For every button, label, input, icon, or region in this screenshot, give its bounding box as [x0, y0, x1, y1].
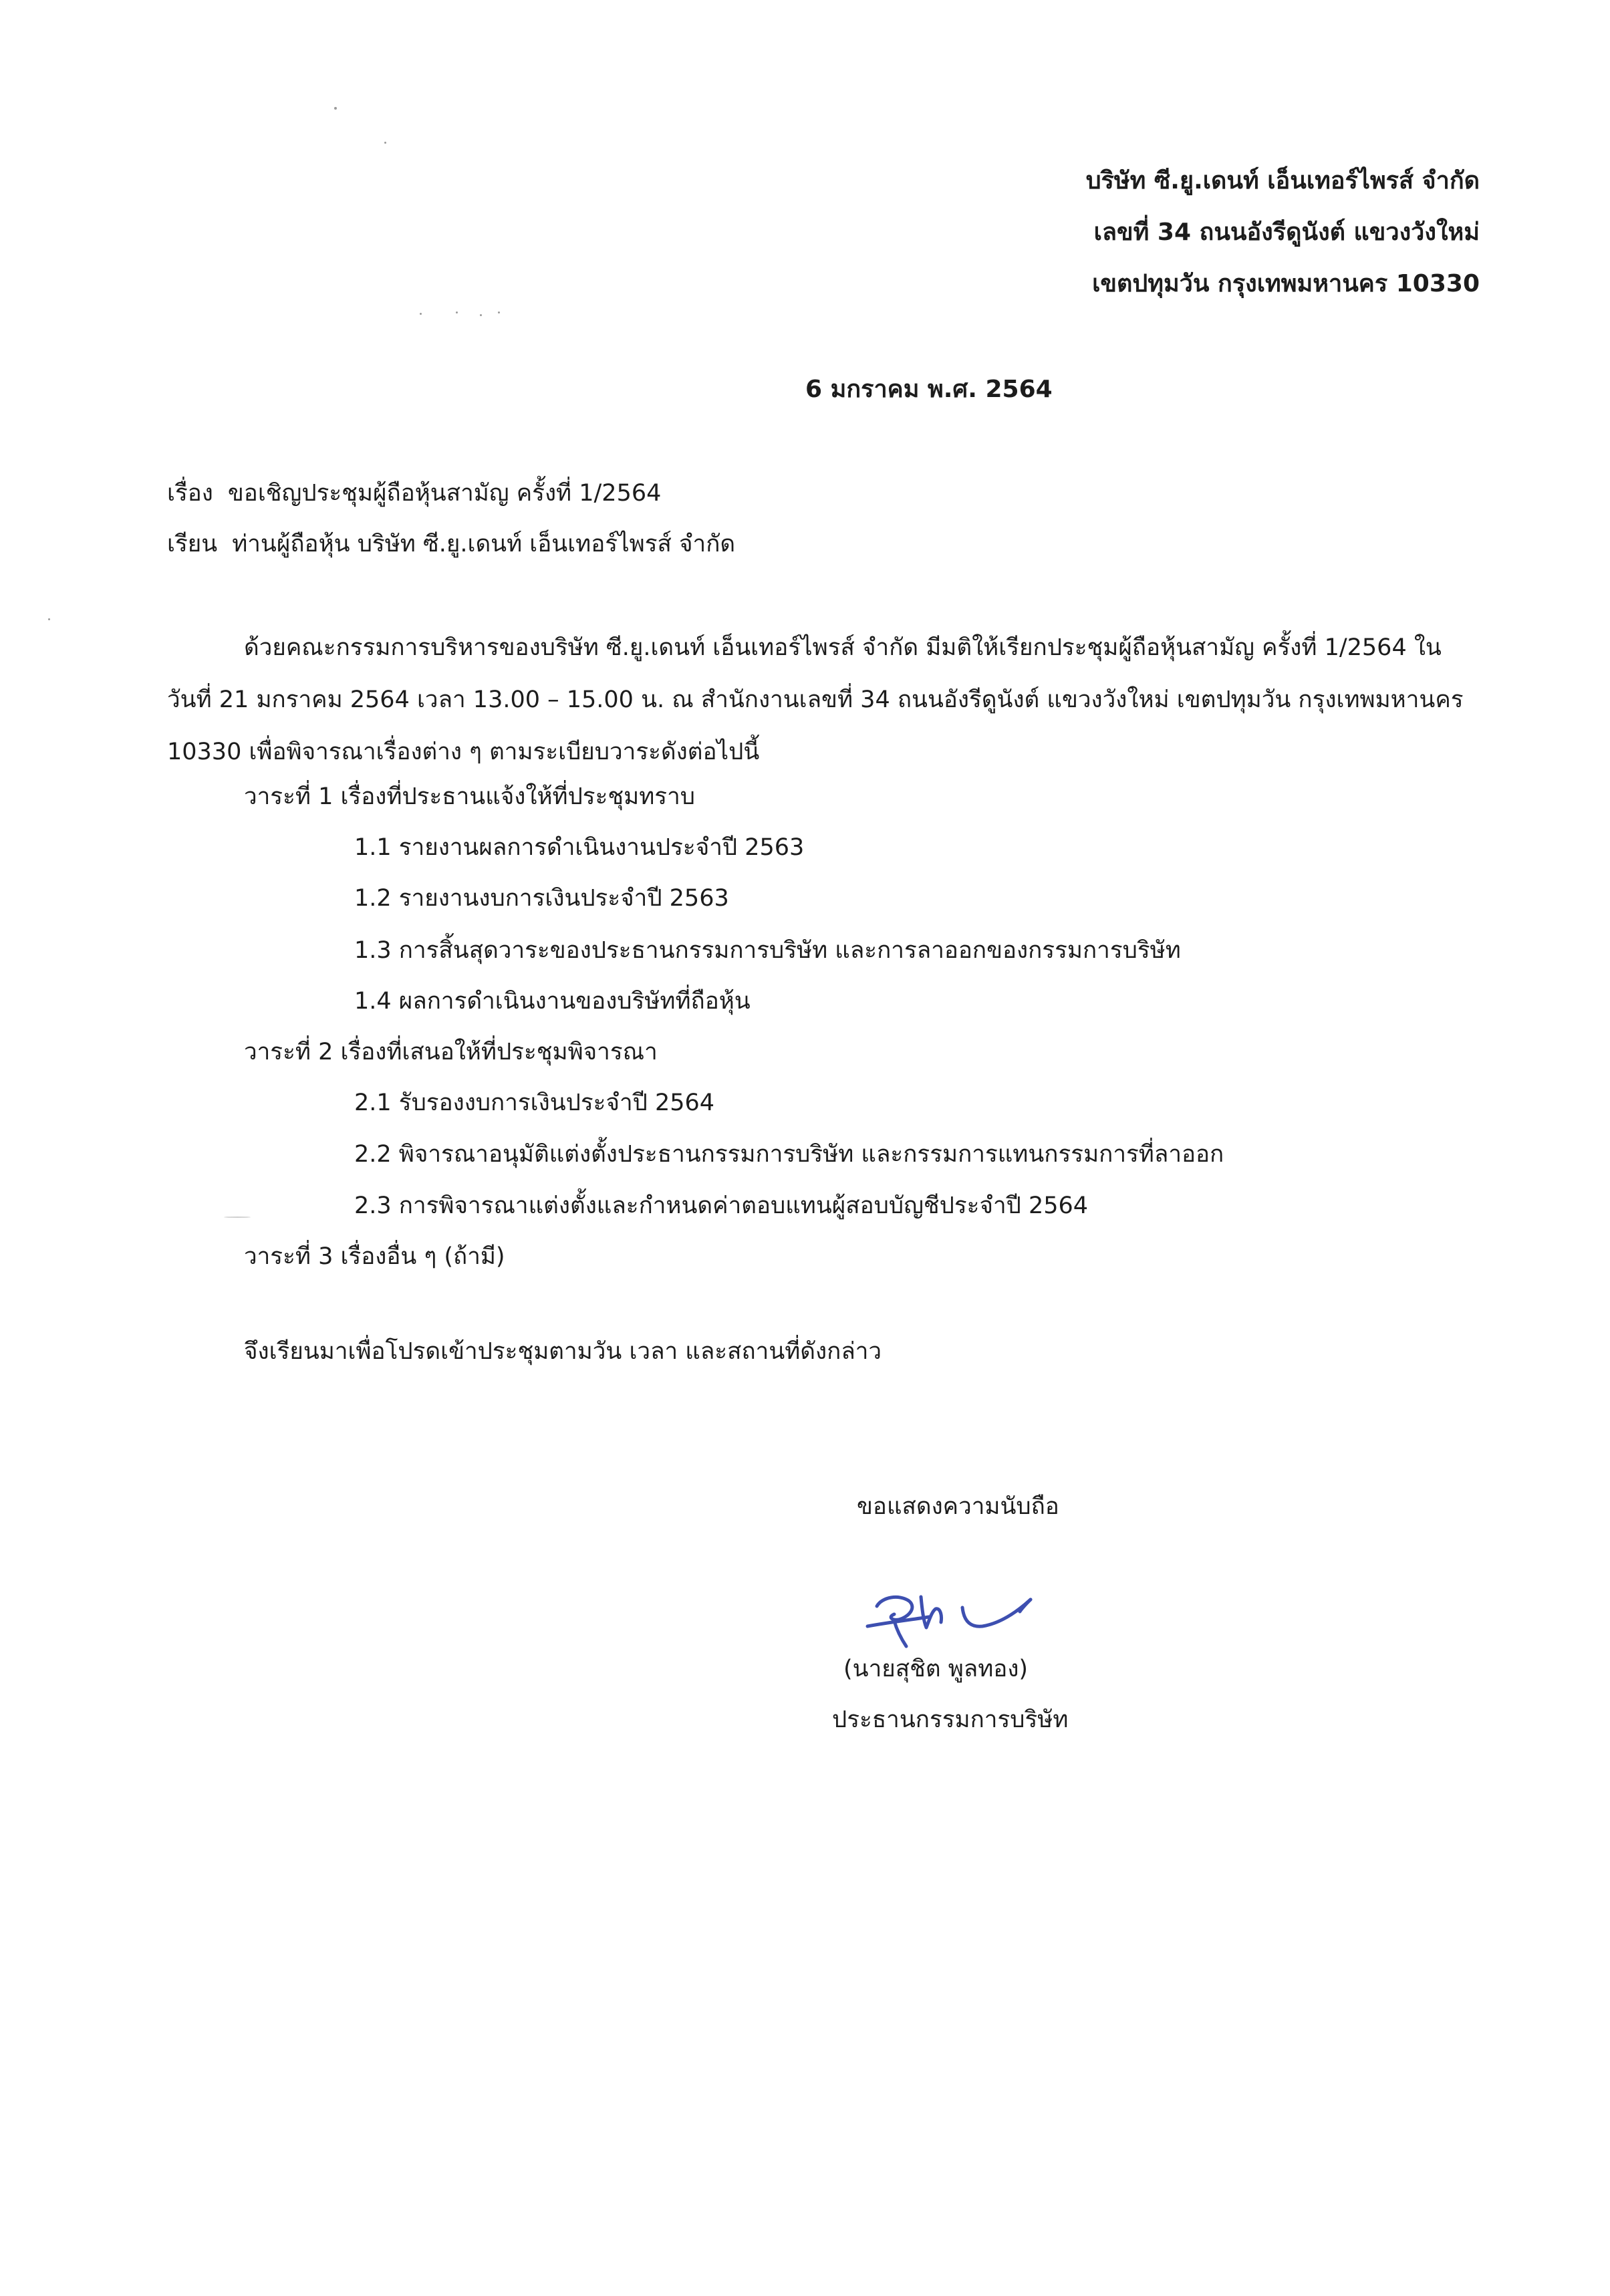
agenda-subitem: 1.4 ผลการดำเนินงานของบริษัทที่ถือหุ้น — [354, 988, 751, 1015]
agenda-subitem: 2.1 รับรองงบการเงินประจำปี 2564 — [354, 1090, 715, 1116]
signer-title: ประธานกรรมการบริษัท — [832, 1706, 1069, 1733]
agenda-subitem: 1.2 รายงานงบการเงินประจำปี 2563 — [354, 885, 729, 912]
agenda-subitem: 2.2 พิจารณาอนุมัติแต่งตั้งประธานกรรมการบริษัท และกรรมการแทนกรรมการที่ลาออก — [354, 1141, 1224, 1168]
agenda-subitem: 2.3 การพิจารณาแต่งตั้งและกำหนดค่าตอบแทนผู้สอบบัญชีประจำปี 2564 — [354, 1192, 1089, 1219]
scan-speck — [48, 618, 50, 620]
agenda-subitem: 1.3 การสิ้นสุดวาระของประธานกรรมการบริษัท และการลาออกของกรรมการบริษัท — [354, 937, 1181, 964]
letterhead — [1086, 155, 1480, 309]
regards-text: ขอแสดงความนับถือ — [857, 1493, 1059, 1520]
salutation-label: เรียน — [167, 531, 218, 557]
subject-text: ขอเชิญประชุมผู้ถือหุ้นสามัญ ครั้งที่ 1/2564 — [227, 480, 662, 507]
scan-speck — [498, 311, 500, 313]
scan-speck — [224, 1217, 251, 1218]
signer-name: (นายสุชิต พูลทอง) — [843, 1656, 1029, 1682]
company-address-line-1: เลขที่ 34 ถนนอังรีดูนังต์ แขวงวังใหม่ — [1093, 219, 1480, 246]
scan-speck — [334, 107, 337, 110]
scan-speck — [456, 311, 458, 313]
body-line: 10330 เพื่อพิจารณาเรื่องต่าง ๆ ตามระเบียบวาระดังต่อไปนี้ — [167, 739, 760, 765]
agenda-item-2-heading: วาระที่ 2 เรื่องที่เสนอให้ที่ประชุมพิจารณา — [244, 1039, 658, 1065]
body-line: ด้วยคณะกรรมการบริหารของบริษัท ซี.ยู.เดนท์ เอ็นเทอร์ไพรส์ จำกัด มีมติให้เรียกประชุมผู้ถือหุ้นสามัญ ครั้งที่ 1/2564 ใน — [244, 634, 1442, 661]
closing-sentence: จึงเรียนมาเพื่อโปรดเข้าประชุมตามวัน เวลา และสถานที่ดังกล่าว — [244, 1338, 882, 1365]
agenda-item-3-heading: วาระที่ 3 เรื่องอื่น ๆ (ถ้ามี) — [244, 1243, 505, 1270]
subject-line — [167, 479, 661, 509]
body-paragraph — [167, 622, 1487, 778]
scan-speck — [480, 314, 482, 316]
subject-label: เรื่อง — [167, 480, 213, 507]
company-name: บริษัท ซี.ยู.เดนท์ เอ็นเทอร์ไพรส์ จำกัด — [1085, 167, 1480, 195]
handwritten-signature — [862, 1574, 1043, 1654]
scan-speck — [384, 142, 386, 144]
scan-speck — [420, 313, 422, 315]
agenda-subitem: 1.1 รายงานผลการดำเนินงานประจำปี 2563 — [354, 834, 805, 861]
salutation-text: ท่านผู้ถือหุ้น บริษัท ซี.ยู.เดนท์ เอ็นเทอร์ไพรส์ จำกัด — [232, 531, 736, 557]
agenda-item-1-heading: วาระที่ 1 เรื่องที่ประธานแจ้งให้ที่ประชุมทราบ — [244, 783, 695, 810]
body-line: วันที่ 21 มกราคม 2564 เวลา 13.00 – 15.00 น. ณ สำนักงานเลขที่ 34 ถนนอังรีดูนังต์ แขวงวังใหม่ เขตปทุมวัน กรุงเทพมหานคร — [167, 686, 1464, 713]
company-address-line-2: เขตปทุมวัน กรุงเทพมหานคร 10330 — [1092, 270, 1480, 297]
letter-date: 6 มกราคม พ.ศ. 2564 — [805, 376, 1053, 403]
salutation-line — [167, 529, 735, 560]
